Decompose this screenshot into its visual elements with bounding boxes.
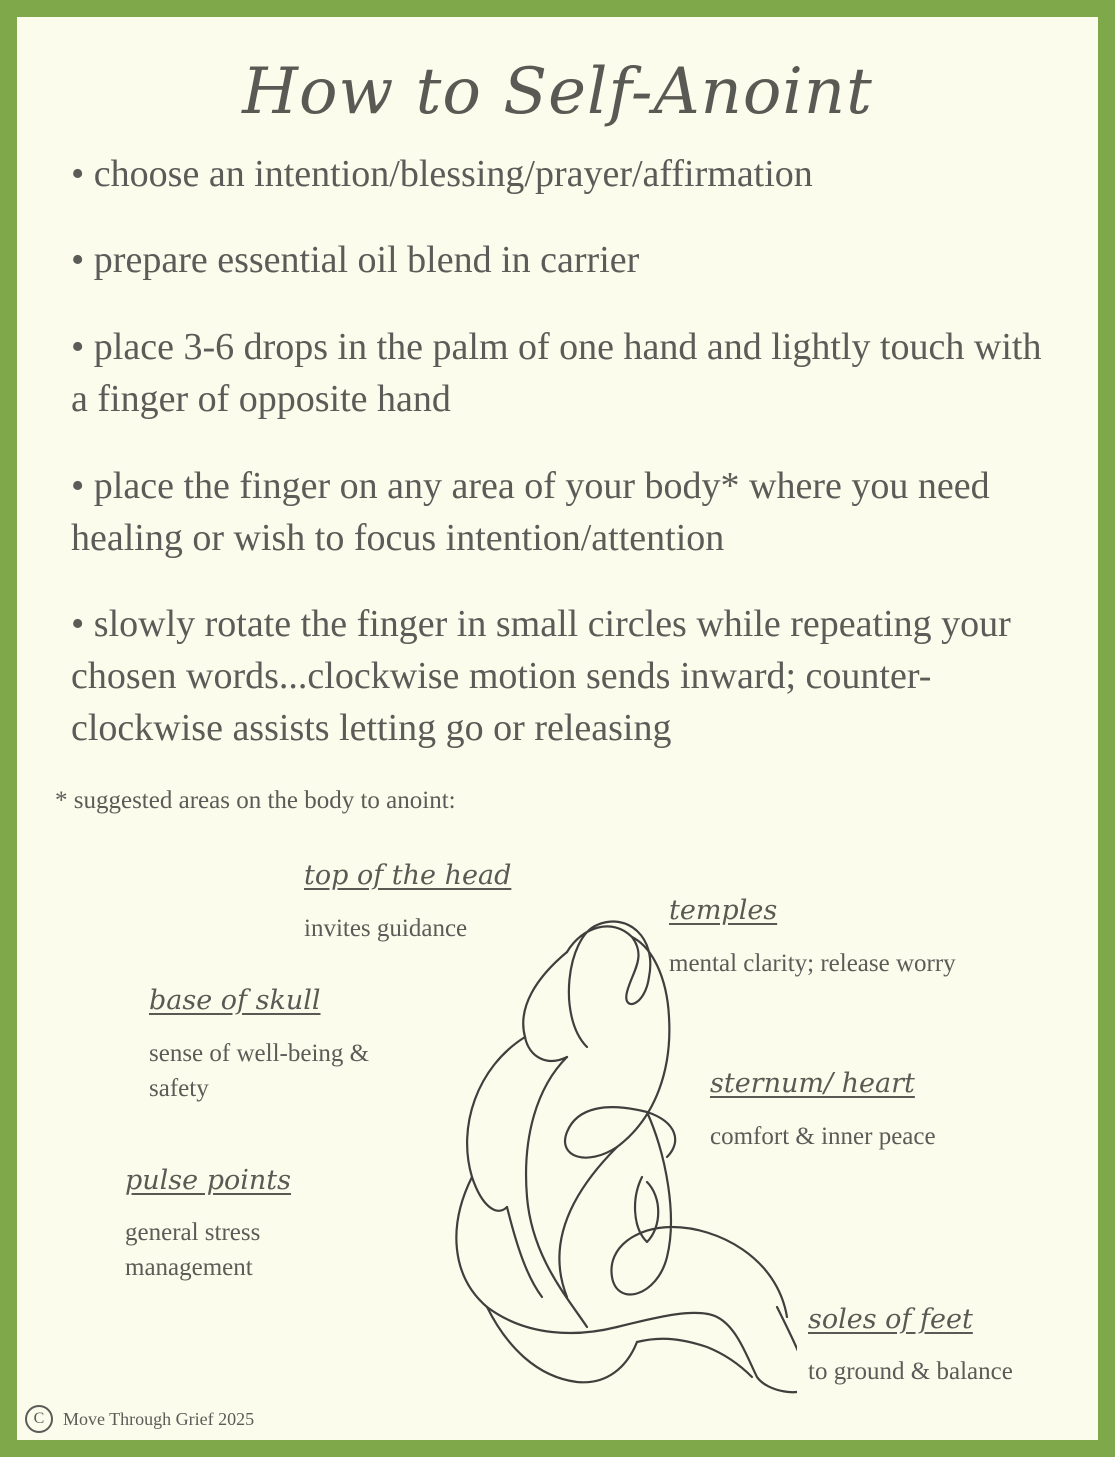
page-title: How to Self-Anoint xyxy=(242,55,873,129)
area-skull-desc: sense of well-being & safety xyxy=(149,1040,370,1102)
step-2: • prepare essential oil blend in carrier xyxy=(71,239,640,281)
area-skull-title: base of skull xyxy=(149,985,321,1016)
area-pulse-desc: general stress management xyxy=(125,1219,261,1281)
area-temples-title: temples xyxy=(669,895,778,926)
step-1: • choose an intention/blessing/prayer/affirmation xyxy=(71,153,813,195)
step-3: • place 3-6 drops in the palm of one hand and lightly touch with a finger of opposite hand xyxy=(71,326,1042,420)
area-feet-desc: to ground & balance xyxy=(808,1358,1013,1385)
copyright-icon: C xyxy=(25,1405,53,1433)
area-pulse-title: pulse points xyxy=(125,1165,291,1196)
area-temples-desc: mental clarity; release worry xyxy=(669,950,956,977)
anointing-card xyxy=(17,17,1098,1440)
area-heart-title: sternum/ heart xyxy=(710,1068,915,1099)
copyright xyxy=(25,1405,254,1433)
area-head-desc: invites guidance xyxy=(304,915,468,942)
suggested-areas-note: * suggested areas on the body to anoint: xyxy=(55,787,456,814)
step-5: • slowly rotate the finger in small circles while repeating your chosen words...clockwise motion sends inward; counter-clockwise assists letting go or releasing xyxy=(71,603,1011,749)
area-head-title: top of the head xyxy=(304,860,512,891)
copyright-text: Move Through Grief 2025 xyxy=(63,1408,255,1429)
seated-figure-illustration xyxy=(417,897,797,1397)
area-heart-desc: comfort & inner peace xyxy=(710,1123,936,1150)
area-feet-title: soles of feet xyxy=(808,1304,973,1335)
step-4: • place the finger on any area of your body* where you need healing or wish to focus intention/attention xyxy=(71,465,990,559)
